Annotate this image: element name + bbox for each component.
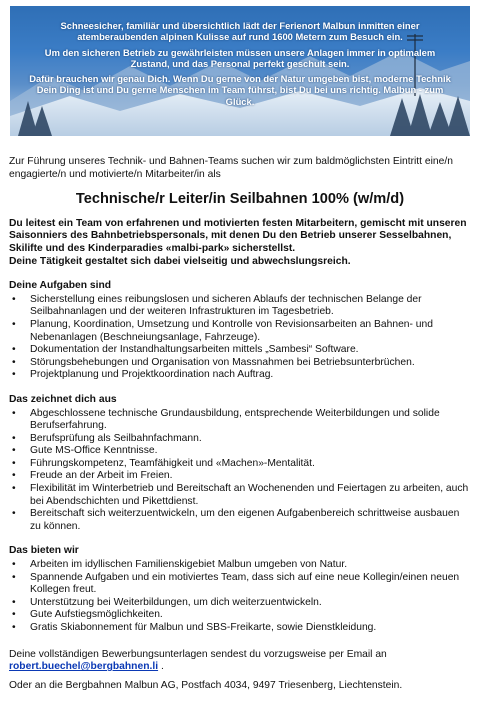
bullet-icon: • bbox=[12, 483, 16, 495]
list-item: • Projektplanung und Projektkoordination nach Auftrag. bbox=[12, 369, 274, 381]
bullet-icon: • bbox=[12, 369, 16, 381]
bullet-icon: • bbox=[12, 622, 16, 633]
list-item: • Arbeiten im idyllischen Familienskigebiet Malbun umgeben von Natur. bbox=[12, 559, 348, 571]
list-item: • Unterstützung bei Weiterbildungen, um dich weiterzuentwickeln. bbox=[12, 596, 322, 608]
section-heading-offer: Das bieten wir bbox=[9, 545, 79, 557]
list-item: • Berufsprüfung als Seilbahnfachmann. bbox=[12, 432, 202, 444]
postal-address: Oder an die Bergbahnen Malbun AG, Postfach 4034, 9497 Triesenberg, Liechtenstein. bbox=[9, 679, 403, 691]
hero-paragraph-1: Schneesicher, familiär und übersichtlich lädt der Ferienort Malbun inmitten einer atemberaubenden alpinen Kulisse auf rund 1600 Metern zum Besuch ein. bbox=[60, 20, 420, 43]
apply-text bbox=[9, 649, 471, 674]
bullet-icon: • bbox=[12, 596, 16, 608]
bullet-icon: • bbox=[12, 318, 16, 330]
hero-paragraph-2: Um den sicheren Betrieb zu gewährleisten müssen unsere Anlagen immer in optimalem Zustand, und das Personal perfekt geschult sein. bbox=[44, 46, 436, 69]
list-item: • Spannende Aufgaben und ein motiviertes Team, dass sich auf eine neue Kollegin/einen neuen Kollegen freut. bbox=[12, 571, 460, 596]
list-item: • Bereitschaft sich weiterzuentwickeln, um den eigenen Aufgabenbereich schrittweise ausbauen zu können. bbox=[12, 508, 460, 532]
apply-email-suffix: . bbox=[158, 661, 164, 673]
bullet-icon: • bbox=[12, 445, 16, 457]
list-item: • Dokumentation der Instandhaltungsarbeiten mittels „Sambesi“ Software. bbox=[12, 344, 359, 356]
hero-paragraph-3: Dafür brauchen wir genau Dich. Wenn Du gerne von der Natur umgeben bist, moderne Technik Dein Ding ist und Du gerne Menschen im Team führst, bist Du bei uns richtig. Malbun - zum Glück. bbox=[29, 73, 451, 107]
bullet-icon: • bbox=[12, 432, 16, 444]
section-heading-tasks: Deine Aufgaben sind bbox=[9, 280, 112, 292]
list-item: • Freude an der Arbeit im Freien. bbox=[12, 470, 173, 482]
bullet-icon: • bbox=[12, 407, 16, 419]
list-item: • Gratis Skiabonnement für Malbun und SBS-Freikarte, sowie Dienstkleidung. bbox=[12, 622, 377, 633]
hero-text bbox=[10, 20, 470, 111]
bullet-icon: • bbox=[12, 508, 16, 520]
lead-line-1: Du leitest ein Team von erfahrenen und motivierten festen Mitarbeitern, gemischt mit unseren Saisonniers des Bahnbetriebspersonals, mit denen Du den Betrieb unserer Sesselbahnen, Skilifte und des Kinderparadies «malbi-park» sicherstellst. bbox=[9, 217, 467, 254]
list-item: • Flexibilität im Winterbetrieb und Bereitschaft an Wochenenden und Feiertagen zu arbeiten, auch bei Abendschichten und Pikettdienst. bbox=[12, 483, 469, 507]
email-link[interactable]: robert.buechel@bergbahnen.li bbox=[9, 661, 159, 673]
apply-instruction: Deine vollständigen Bewerbungsunterlagen sendest du vorzugsweise per Email an bbox=[9, 648, 387, 660]
list-item: • Störungsbehebungen und Organisation von Massnahmen bei Betriebsunterbrüchen. bbox=[12, 356, 415, 368]
lead-line-2: Deine Tätigkeit gestaltet sich dabei vielseitig und abwechslungsreich. bbox=[9, 255, 351, 267]
bullet-icon: • bbox=[12, 293, 16, 305]
posting-content bbox=[9, 144, 471, 692]
profile-list bbox=[9, 408, 471, 534]
list-item: • Abgeschlossene technische Grundausbildung, entsprechende Weiterbildungen und solide Berufserfahrung. bbox=[12, 407, 440, 432]
bullet-icon: • bbox=[12, 571, 16, 583]
list-item: • Gute MS-Office Kenntnisse. bbox=[12, 445, 158, 457]
list-item: • Gute Aufstiegsmöglichkeiten. bbox=[12, 609, 163, 621]
list-item: • Sicherstellung eines reibungslosen und sicheren Ablaufs der technischen Belange der Seilbahnanlagen und der weiteren Infrastrukturen im Tagesbetrieb. bbox=[12, 293, 422, 318]
bullet-icon: • bbox=[12, 457, 16, 469]
bullet-icon: • bbox=[12, 356, 16, 368]
list-item: • Führungskompetenz, Teamfähigkeit und «Machen»-Mentalität. bbox=[12, 457, 315, 469]
bullet-icon: • bbox=[12, 344, 16, 356]
offer-list bbox=[9, 559, 471, 635]
task-list bbox=[9, 294, 471, 382]
lead-paragraph bbox=[9, 218, 471, 268]
bullet-icon: • bbox=[12, 559, 16, 571]
bullet-icon: • bbox=[12, 470, 16, 482]
bullet-icon: • bbox=[12, 609, 16, 621]
section-heading-profile: Das zeichnet dich aus bbox=[9, 393, 117, 405]
job-title: Technische/r Leiter/in Seilbahnen 100% (w/m/d) bbox=[75, 191, 405, 208]
list-item: • Planung, Koordination, Umsetzung und Kontrolle von Revisionsarbeiten an Bahnen- und Nebenanlagen (Beschneiungsanlage, Fahrzeuge). bbox=[12, 318, 433, 343]
hero-banner-image bbox=[10, 6, 470, 136]
intro-text: Zur Führung unseres Technik- und Bahnen-Teams suchen wir zum baldmöglichsten Eintritt eine/n engagierte/n und motivierte/n Mitarbeiter/in als bbox=[9, 156, 453, 180]
